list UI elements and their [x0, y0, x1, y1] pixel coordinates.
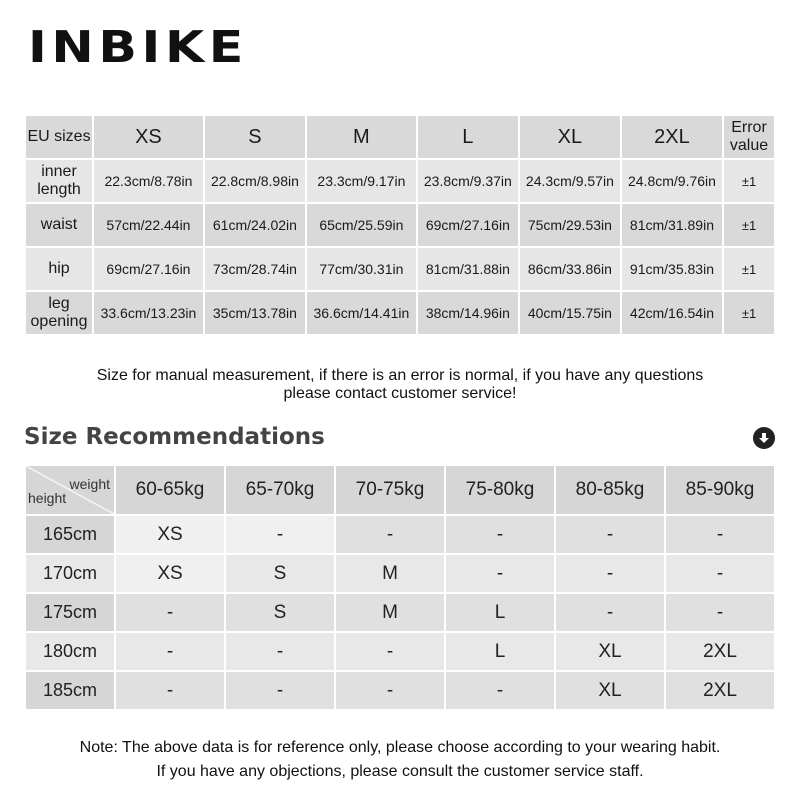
table-cell: M [336, 594, 444, 631]
table-cell: - [336, 672, 444, 709]
height-cell: 165cm [26, 516, 114, 553]
table-cell: 24.3cm/9.57in [520, 160, 620, 202]
table-cell: - [226, 633, 334, 670]
corner-header-cell [26, 466, 114, 514]
table-cell: - [116, 633, 224, 670]
table-cell: 57cm/22.44in [94, 204, 203, 246]
table-cell: - [336, 633, 444, 670]
table-cell: 35cm/13.78in [205, 292, 305, 334]
table-cell: 91cm/35.83in [622, 248, 722, 290]
table-cell: 75cm/29.53in [520, 204, 620, 246]
error-cell: ±1 [724, 204, 774, 246]
table-row [26, 204, 774, 246]
table-cell: 38cm/14.96in [418, 292, 518, 334]
table-cell: - [666, 516, 774, 553]
error-cell: ±1 [724, 160, 774, 202]
table-cell: XL [556, 672, 664, 709]
table-cell: - [556, 555, 664, 592]
table-row [26, 633, 774, 670]
error-cell: ±1 [724, 248, 774, 290]
table-cell: 81cm/31.89in [622, 204, 722, 246]
size-chart-table [24, 114, 776, 336]
table-cell: XS [116, 555, 224, 592]
table-cell: - [226, 672, 334, 709]
table-cell: 81cm/31.88in [418, 248, 518, 290]
row-label: leg opening [26, 292, 92, 334]
table-cell: 77cm/30.31in [307, 248, 416, 290]
brand-logo-text: INBIKE [28, 22, 248, 73]
size-header-l: L [418, 116, 518, 158]
footer-note-line2: If you have any objections, please consult the customer service staff. [156, 763, 644, 780]
error-cell: ±1 [724, 292, 774, 334]
table-cell: L [446, 633, 554, 670]
table-cell: L [446, 594, 554, 631]
table-cell: M [336, 555, 444, 592]
size-header-2xl: 2XL [622, 116, 722, 158]
table-cell: - [446, 672, 554, 709]
table-cell: - [446, 555, 554, 592]
brand-logo [28, 22, 248, 73]
weight-label: weight [69, 476, 110, 492]
row-label: hip [26, 248, 92, 290]
table-cell: 65cm/25.59in [307, 204, 416, 246]
size-header-m: M [307, 116, 416, 158]
size-header-s: S [205, 116, 305, 158]
table-row [26, 292, 774, 334]
size-header-error: Error value [724, 116, 774, 158]
table-cell: - [116, 594, 224, 631]
table-cell: 86cm/33.86in [520, 248, 620, 290]
table-cell: 22.8cm/8.98in [205, 160, 305, 202]
weight-header: 75-80kg [446, 466, 554, 514]
weight-header: 65-70kg [226, 466, 334, 514]
table-cell: 69cm/27.16in [94, 248, 203, 290]
table-cell: 2XL [666, 672, 774, 709]
size-header-xs: XS [94, 116, 203, 158]
height-cell: 185cm [26, 672, 114, 709]
table-cell: S [226, 555, 334, 592]
table-cell: - [556, 594, 664, 631]
down-arrow-circle-icon [753, 427, 775, 449]
table-row [26, 555, 774, 592]
size-chart-header-label: EU sizes [26, 116, 92, 158]
table-row [26, 594, 774, 631]
footer-note [0, 736, 800, 784]
table-cell: S [226, 594, 334, 631]
table-cell: 24.8cm/9.76in [622, 160, 722, 202]
height-cell: 180cm [26, 633, 114, 670]
measurement-note-line1: Size for manual measurement, if there is an error is normal, if you have any questions [96, 367, 704, 384]
measurement-note-line2: please contact customer service! [283, 385, 517, 402]
size-chart-header-row [26, 116, 774, 158]
table-row [26, 248, 774, 290]
table-cell: 42cm/16.54in [622, 292, 722, 334]
table-cell: 61cm/24.02in [205, 204, 305, 246]
table-cell: 23.8cm/9.37in [418, 160, 518, 202]
table-cell: - [336, 516, 444, 553]
table-cell: 2XL [666, 633, 774, 670]
footer-note-line1: Note: The above data is for reference only, please choose according to your wearing habit. [79, 739, 721, 756]
weight-header: 80-85kg [556, 466, 664, 514]
measurement-note [0, 367, 800, 403]
table-cell: - [666, 594, 774, 631]
table-row [26, 160, 774, 202]
size-header-xl: XL [520, 116, 620, 158]
table-row [26, 672, 774, 709]
table-cell: 69cm/27.16in [418, 204, 518, 246]
table-cell: - [666, 555, 774, 592]
table-cell: 36.6cm/14.41in [307, 292, 416, 334]
section-title: Size Recommendations [24, 424, 325, 450]
row-label: waist [26, 204, 92, 246]
weight-header: 60-65kg [116, 466, 224, 514]
height-cell: 170cm [26, 555, 114, 592]
height-cell: 175cm [26, 594, 114, 631]
table-cell: - [556, 516, 664, 553]
table-cell: - [446, 516, 554, 553]
recommendation-header-row [26, 466, 774, 514]
table-row [26, 516, 774, 553]
table-cell: XS [116, 516, 224, 553]
table-cell: 22.3cm/8.78in [94, 160, 203, 202]
table-cell: - [226, 516, 334, 553]
size-recommendation-table [24, 464, 776, 711]
row-label: inner length [26, 160, 92, 202]
table-cell: XL [556, 633, 664, 670]
table-cell: 40cm/15.75in [520, 292, 620, 334]
table-cell: 23.3cm/9.17in [307, 160, 416, 202]
table-cell: 73cm/28.74in [205, 248, 305, 290]
height-label: height [28, 490, 67, 506]
weight-header: 70-75kg [336, 466, 444, 514]
table-cell: - [116, 672, 224, 709]
table-cell: 33.6cm/13.23in [94, 292, 203, 334]
weight-header: 85-90kg [666, 466, 774, 514]
